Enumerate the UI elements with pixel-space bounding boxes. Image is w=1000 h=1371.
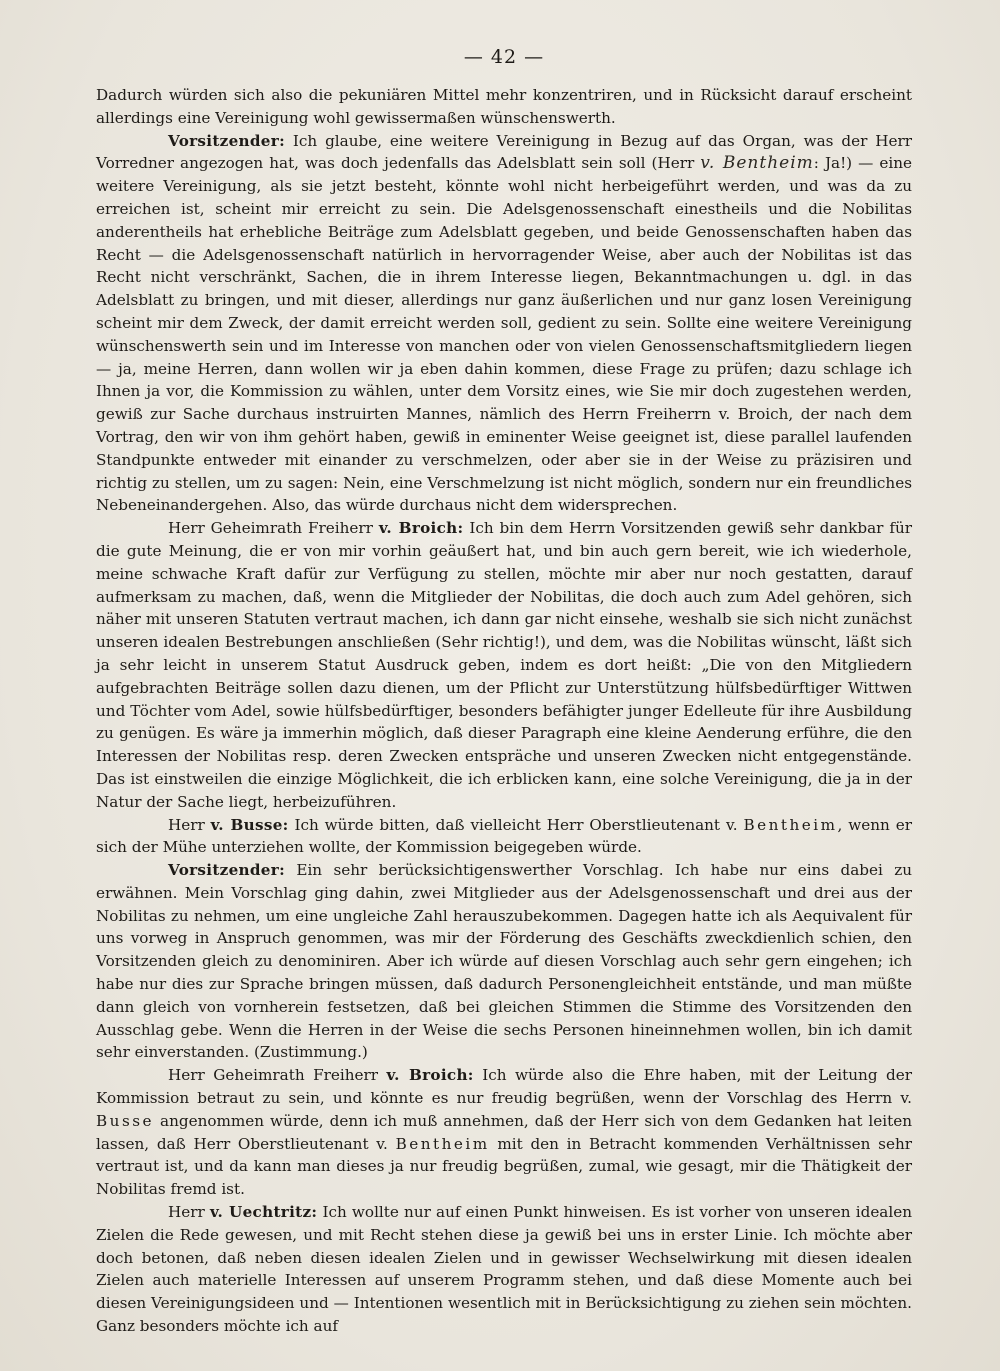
text-run: Herr Geheimrath Freiherr	[168, 519, 379, 538]
text-run: Ich würde bitten, daß vielleicht Herr Oberstlieutenant v.	[288, 815, 744, 834]
text-run: : Ja!) — eine weitere Vereinigung, als sie jetzt besteht, könnte wohl nicht herbeigeführt werden, und was da zu erreichen ist, scheint mir erreicht zu sein. Die Adelsgenossenschaft einestheils und die Nobilitas anderentheils hat erhebliche Beiträge zum Adelsblatt gegeben, und beide Genossenschaften haben das Recht — die Adelsgenossenschaft natürlich in hervorragender Weise, aber auch der Nobilitas ist das Recht nicht verschränkt, Sachen, die in ihrem Interesse liegen, Bekanntmachungen u. dgl. in das Adelsblatt zu bringen, und mit dieser, allerdings nur ganz äußerlichen und nur ganz losen Vereinigung scheint mir dem Zweck, der damit erreicht werden soll, gedient zu sein. Sollte eine weitere Vereinigung wünschenswerth sein und im Interesse von manchen oder von vielen Genossenschaftsmitgliedern liegen — ja, meine Herren, dann wollen wir ja eben dahin kommen, diese Frage zu prüfen; dazu schlage ich Ihnen ja vor, die Kommission zu wählen, unter dem Vorsitz eines, wie Sie mir doch zugestehen werden, gewiß zur Sache durchaus instruirten Mannes, nämlich des Herrn Freiherrn v. Broich, der nach dem Vortrag, den wir von ihm gehört haben, gewiß in eminenter Weise geeignet ist, diese parallel laufenden Standpunkte entweder mit einander zu verschmelzen, oder aber sie in der Weise zu präzisiren und richtig zu stellen, um zu sagen: Nein, eine Verschmelzung ist nicht möglich, sondern nur ein freundliches Nebeneinandergehen. Also, das würde durchaus nicht dem widersprechen.	[96, 154, 912, 515]
text-run: mit den in Betracht kommenden Verhältnissen sehr vertraut ist, und da kann man dieses ja nur freudig begrüßen, zumal, wie gesagt, mir die Thätigkeit der Nobilitas fremd ist.	[96, 1134, 912, 1199]
text-run: Dadurch würden sich also die pekuniären Mittel mehr konzentriren, und in Rücksicht darauf erscheint allerdings eine Vereinigung wohl gewissermaßen wünschenswerth.	[96, 86, 912, 127]
text-run: Ich bin dem Herrn Vorsitzenden gewiß sehr dankbar für die gute Meinung, die er von mir vorhin geäußert hat, und bin auch gern bereit, wie ich wiederhole, meine schwache Kraft dafür zur Verfügung zu stellen, möchte mir aber nur noch gestatten, darauf aufmerksam zu machen, daß, wenn die Mitglieder der Nobilitas, die doch auch zum Adel gehören, sich näher mit unseren Statuten vertraut machen, ich dann gar nicht einsehe, weshalb sie sich nicht zunächst unseren idealen Bestrebungen anschließen (Sehr richtig!), und dem, was die Nobilitas wünscht, läßt sich ja sehr leicht in unserem Statut Ausdruck geben, indem es dort heißt: „Die von den Mitgliedern aufgebrachten Beiträge sollen dazu dienen, um der Pflicht zur Unterstützung hülfsbedürftiger Wittwen und Töchter vom Adel, sowie hülfsbedürftiger, besonders befähigter junger Edelleute für ihre Ausbildung zu genügen. Es wäre ja immerhin möglich, daß dieser Paragraph eine kleine Aenderung erführe, die den Interessen der Nobilitas resp. deren Zwecken entspräche und unseren Zwecken nicht entgegenstände. Das ist einstweilen die einzige Möglichkeit, die ich erblicken kann, eine solche Vereinigung, die ja in der Natur der Sache liegt, herbeizuführen.	[96, 519, 913, 811]
paragraph	[96, 859, 912, 1064]
paragraph	[96, 1201, 912, 1338]
text-run: angenommen würde, denn ich muß annehmen, daß der Herr sich von dem Gedanken hat leiten lassen, daß Herr Oberstlieutenant v.	[96, 1111, 912, 1153]
speaker-name: v. Broich:	[386, 1066, 474, 1085]
speaker-name: Vorsitzender:	[168, 861, 285, 880]
spaced-name: Busse	[96, 1111, 155, 1130]
paragraph	[96, 814, 912, 860]
speaker-name: v. Uechtritz:	[209, 1203, 318, 1222]
paragraph	[96, 517, 912, 813]
text-run: Herr Geheimrath Freiherr	[168, 1066, 387, 1085]
paragraph	[96, 1064, 912, 1201]
text-run: Herr	[168, 1203, 210, 1222]
spaced-name: Bentheim	[743, 815, 838, 834]
spaced-name: Bentheim	[395, 1134, 490, 1153]
text-run: Ich wollte nur auf einen Punkt hinweisen. Es ist vorher von unseren idealen Zielen die Rede gewesen, und mit Recht stehen diese ja gewiß bei uns in erster Linie. Ich möchte aber doch betonen, daß neben diesen idealen Zielen und in gewisser Wechselwirkung mit diesen idealen Zielen auch materielle Interessen auf unserem Programm stehen, und daß diese Momente auch bei diesen Vereinigungsideen und — Intentionen wesentlich mit in Berücksichtigung zu ziehen sein möchten. Ganz besonders möchte ich auf	[96, 1203, 912, 1336]
document-body	[96, 84, 912, 1338]
text-run: , wenn er sich der Mühe unterziehen wollte, der Kommission beigegeben würde.	[96, 815, 912, 857]
text-run: Ich glaube, eine weitere Vereinigung in Bezug auf das Organ, was der Herr Vorredner angezogen hat, was doch jedenfalls das Adelsblatt sein soll (Herr	[96, 131, 912, 173]
text-run: Herr	[168, 815, 211, 834]
text-run: Ein sehr berücksichtigenswerther Vorschlag. Ich habe nur eins dabei zu erwähnen. Mein Vorschlag ging dahin, zwei Mitglieder aus der Adelsgenossenschaft und drei aus der Nobilitas zu nehmen, um eine ungleiche Zahl herauszubekommen. Dagegen hatte ich als Aequivalent für uns vorweg in Anspruch genommen, was mir der Förderung des Geschäfts zweckdienlich schien, den Vorsitzenden gleich zu denominiren. Aber ich würde auf diesen Vorschlag auch sehr gern eingehen; ich habe nur dies zur Sprache bringen müssen, daß dadurch Personengleichheit entstände, und man müßte dann gleich von vornherein festsetzen, daß bei gleichen Stimmen die Stimme des Vorsitzenden den Ausschlag gebe. Wenn die Herren in der Weise die sechs Personen hineinnehmen wollen, bin ich damit sehr einverstanden. (Zustimmung.)	[96, 861, 912, 1062]
page-number: — 42 —	[463, 46, 545, 68]
speaker-name: Vorsitzender:	[168, 131, 285, 150]
text-run: Ich würde also die Ehre haben, mit der Leitung der Kommission betraut zu sein, und könnte es nur freudig begrüßen, wenn der Vorschlag des Herrn v.	[96, 1066, 913, 1108]
paragraph	[96, 130, 912, 518]
handwritten-annotation: v. Bentheim	[700, 153, 814, 174]
speaker-name: v. Broich:	[378, 519, 464, 538]
speaker-name: v. Busse:	[210, 815, 289, 834]
paragraph	[96, 84, 912, 130]
